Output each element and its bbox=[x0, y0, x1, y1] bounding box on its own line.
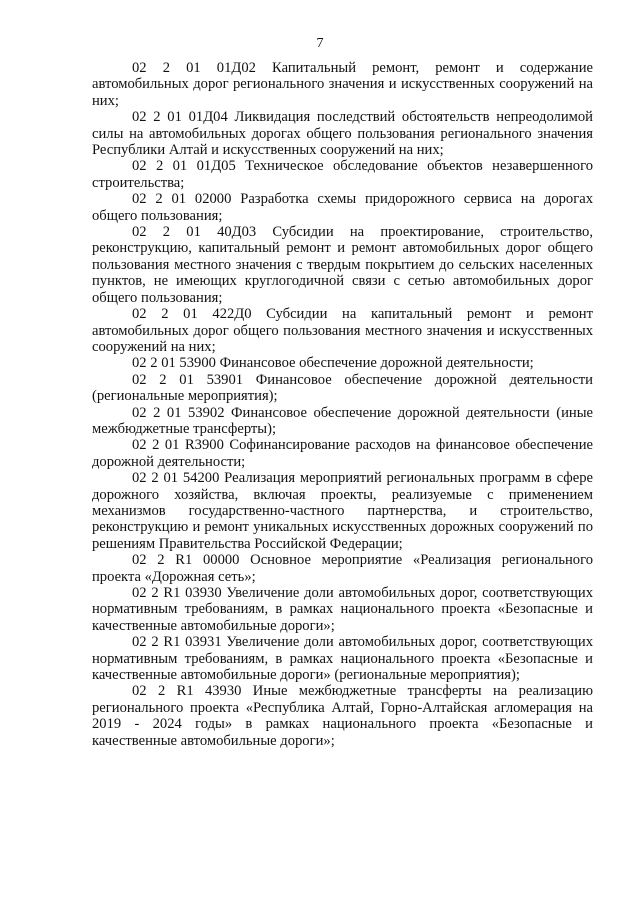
paragraph-53902: 02 2 01 53902 Финансовое обеспечение дорожной деятельности (иные межбюджетные трансферты); bbox=[92, 404, 593, 437]
paragraph-422d0: 02 2 01 422Д0 Субсидии на капитальный ремонт и ремонт автомобильных дорог общего пользования местного значения и искусственных сооружений на них; bbox=[92, 306, 593, 355]
paragraph-01d02: 02 2 01 01Д02 Капитальный ремонт, ремонт и содержание автомобильных дорог регионального значения и искусственных сооружений на них; bbox=[92, 60, 593, 109]
paragraph-02000: 02 2 01 02000 Разработка схемы придорожного сервиса на дорогах общего пользования; bbox=[92, 191, 593, 224]
paragraph-40d03: 02 2 01 40Д03 Субсидии на проектирование, строительство, реконструкцию, капитальный ремонт и ремонт автомобильных дорог общего пользования местного значения с твердым покрытием до сельских населенных пунктов, не имеющих круглогодичной связи с сетью автомобильных дорог общего пользования; bbox=[92, 224, 593, 306]
paragraph-53901: 02 2 01 53901 Финансовое обеспечение дорожной деятельности (региональные мероприятия); bbox=[92, 371, 593, 405]
paragraph-r1-00000: 02 2 R1 00000 Основное мероприятие «Реализация регионального проекта «Дорожная сеть»; bbox=[92, 552, 593, 585]
paragraph-r1-03930: 02 2 R1 03930 Увеличение доли автомобильных дорог, соответствующих нормативным требованиям, в рамках национального проекта «Безопасные и качественные автомобильные дороги»; bbox=[92, 585, 593, 634]
paragraph-54200: 02 2 01 54200 Реализация мероприятий региональных программ в сфере дорожного хозяйства, включая проекты, реализуемые с применением механизмов государственно-частного партнерства, и строительство, реконструкцию и ремонт уникальных искусственных дорожных сооружений по решениям Правительства Российской Федерации; bbox=[92, 470, 593, 552]
paragraph-01d05: 02 2 01 01Д05 Техническое обследование объектов незавершенного строительства; bbox=[92, 158, 593, 191]
paragraph-r1-03931: 02 2 R1 03931 Увеличение доли автомобильных дорог, соответствующих нормативным требованиям, в рамках национального проекта «Безопасные и качественные автомобильные дороги» (региональные мероприятия); bbox=[92, 634, 593, 684]
paragraph-r3900: 02 2 01 R3900 Софинансирование расходов на финансовое обеспечение дорожной деятельности; bbox=[92, 437, 593, 470]
paragraph-01d04: 02 2 01 01Д04 Ликвидация последствий обстоятельств непреодолимой силы на автомобильных дорогах общего пользования регионального значения Республики Алтай и искусственных сооружений на них; bbox=[92, 109, 593, 159]
document-body bbox=[92, 60, 593, 749]
paragraph-r1-43930: 02 2 R1 43930 Иные межбюджетные трансферты на реализацию регионального проекта «Республика Алтай, Горно-Алтайская агломерация на 2019 - 2024 годы» в рамках национального проекта «Безопасные и качественные автомобильные дороги»; bbox=[92, 683, 593, 749]
paragraph-53900: 02 2 01 53900 Финансовое обеспечение дорожной деятельности; bbox=[132, 355, 534, 372]
page-number: 7 bbox=[316, 36, 324, 51]
